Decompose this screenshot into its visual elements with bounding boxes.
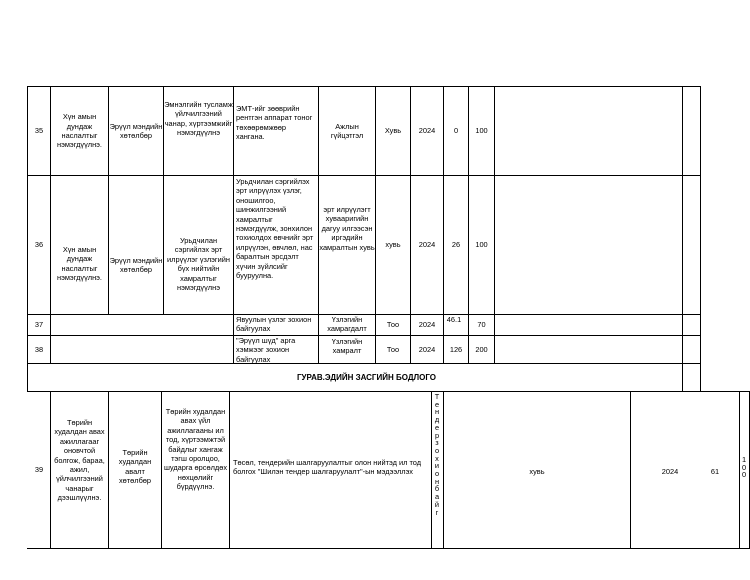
vertical-text-cell: Т е н д е р з о х и о н б а й г [434, 392, 440, 517]
target-cell: 200 [475, 344, 488, 354]
unit-cell: Тоо [386, 344, 400, 354]
objective-cell: Урьдчилан сэргийлэх эрт илрүүлэг үзлэгийн бүх нийтийн хамралтыг нэмэгдүүлнэ [167, 236, 230, 293]
target-cell: 70 [477, 320, 486, 330]
rule [682, 86, 683, 391]
unit-cell: хувь [385, 240, 401, 250]
action-cell: Явуулын үзлэг зохион байгуулах [236, 315, 312, 334]
year-cell: 2024 [418, 240, 436, 250]
rule [494, 86, 495, 363]
baseline-cell: 0 [453, 126, 459, 136]
row-number: 35 [34, 126, 44, 136]
rule [630, 391, 631, 549]
indicator-cell: эрт илрүүлэгт хувааригийн дагуу илгээсэн иргэдийн хамралтын хувь [319, 205, 375, 252]
rule [108, 391, 109, 549]
area-cell: Эрүүл мэндийн хөтөлбөр [109, 256, 163, 275]
row-number: 36 [34, 240, 44, 250]
rule [27, 175, 700, 176]
baseline-cell: 126 [449, 344, 463, 354]
rule [27, 391, 750, 392]
rule [50, 391, 51, 549]
objective-cell: Эмнэлгийн тусламж үйлчилгээний чанар, хүртээмжийг нэмэгдүүлнэ [164, 100, 233, 138]
indicator-cell: Ажлын гүйцэтгэл [330, 121, 364, 140]
row-number: 38 [34, 344, 44, 354]
rule [27, 335, 700, 336]
rule [700, 86, 701, 391]
rule [27, 548, 750, 549]
unit-cell: Хувь [384, 126, 402, 136]
row-number: 37 [34, 320, 44, 330]
rule [431, 391, 432, 549]
target-cell: 100 [475, 240, 488, 250]
action-cell: "Эрүүл шүд" арга хэмжээг зохион байгуулах [236, 336, 296, 364]
target-vertical-cell: 1 0 0 [741, 455, 747, 480]
baseline-cell: 26 [451, 240, 461, 250]
year-cell: 2024 [661, 467, 679, 476]
objective-cell: Төрийн худалдан авах үйл ажиллагааны ил тод, хүртээмжтэй байдлыг хангаж тэгш оролцоо, шударга өрсөлдөх нөхцөлийг бүрдүүлнэ. [163, 407, 228, 492]
rule [229, 391, 230, 549]
row-number: 39 [34, 465, 44, 475]
goal-cell: Хүн амын дундаж наслалтыг нэмэгдүүлнэ. [57, 112, 102, 150]
action-cell: ЭМТ-ийг зөөврийн рентгэн аппарат тоног төхөөрөмжөөр хангана. [236, 104, 313, 142]
baseline-cell: 61 [710, 467, 720, 476]
action-cell: Урьдчилан сэргийлэх эрт илрүүлэх үзлэг, оношилгоо, шинжилгээний хамралтыг нэмэгдүүлж, зонхилон тохиолдох өвчнийг эрт илрүүлэн, өвчлөл, нас баралтын эрсдэлт хүчин зүйлсийг бууруулна. [236, 177, 314, 281]
year-cell: 2024 [418, 320, 436, 330]
target-cell: 100 [475, 126, 488, 136]
area-cell: Эрүүл мэндийн хөтөлбөр [109, 121, 163, 140]
rule [233, 86, 234, 363]
indicator-cell: Үзлэгийн хамрагдалт [327, 315, 367, 334]
year-cell: 2024 [418, 344, 436, 354]
goal-cell: Төрийн худалдан авах ажиллагааг оновчтой болгож, бараа, ажил, үйлчилгээний чанарыг дээшлүүлнэ. [54, 418, 105, 503]
area-cell: Төрийн худалдан авалт хөтөлбөр [118, 448, 152, 486]
action-cell: Төсөл, тендерийн шалгаруулалтыг олон нийтэд ил тод болгох "Шилэн тендер шалгаруулалт"-ын мэдээллэх [233, 458, 422, 477]
baseline-cell: 46.1 [446, 315, 462, 324]
year-cell: 2024 [418, 126, 436, 136]
unit-cell: Тоо [386, 320, 400, 330]
goal-cell: Хүн амын дундаж наслалтыг нэмэгдүүлнэ. [57, 245, 102, 283]
rule [161, 391, 162, 549]
section-title: ГУРАВ.ЭДИЙН ЗАСГИЙН БОДЛОГО [296, 372, 437, 382]
unit-cell: хувь [529, 467, 545, 476]
indicator-cell: Үзлэгийн хамралт [331, 337, 363, 356]
